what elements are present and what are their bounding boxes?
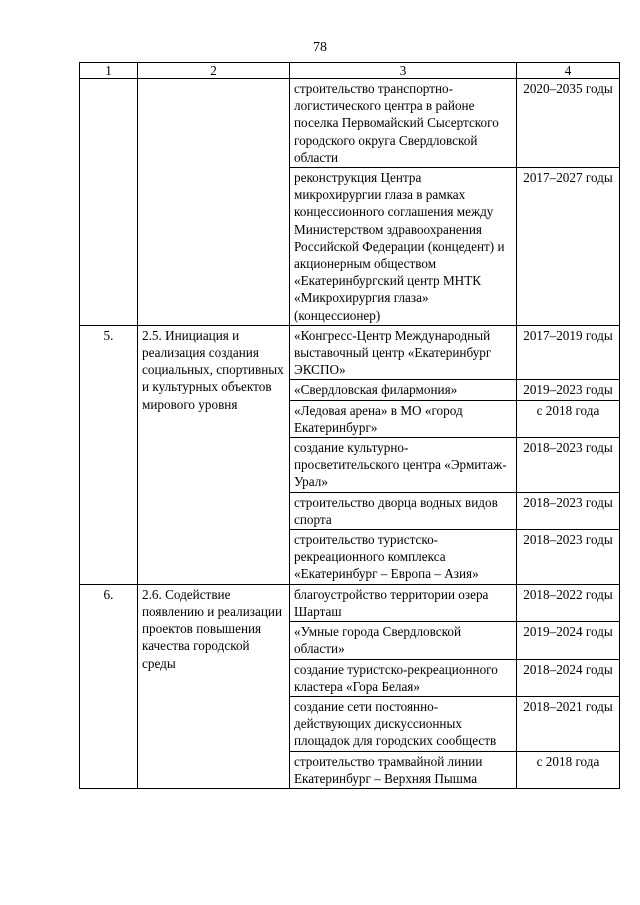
project-cell: «Ледовая арена» в МО «город Екатеринбург» (290, 400, 517, 437)
project-cell: строительство трамвайной линии Екатеринбург – Верхняя Пышма (290, 751, 517, 788)
section-cell (138, 79, 290, 326)
period-cell: 2017–2019 годы (517, 325, 620, 380)
project-cell: «Конгресс-Центр Международный выставочный центр «Екатеринбург ЭКСПО» (290, 325, 517, 380)
period-cell: 2019–2023 годы (517, 380, 620, 400)
row-number-cell: 6. (80, 584, 138, 788)
period-cell: 2017–2027 годы (517, 168, 620, 326)
page-number: 78 (313, 40, 327, 55)
period-cell: с 2018 года (517, 751, 620, 788)
project-cell: строительство туристско-рекреационного комплекса «Екатеринбург – Европа – Азия» (290, 530, 517, 585)
project-cell: строительство транспортно-логистического центра в районе поселка Первомайский Сысертского городского округа Свердловской области (290, 79, 517, 168)
period-cell: 2018–2023 годы (517, 530, 620, 585)
period-cell: 2020–2035 годы (517, 79, 620, 168)
section-cell: 2.6. Содействие появлению и реализации проектов повышения качества городской среды (138, 584, 290, 788)
table-row (80, 584, 620, 621)
period-cell: 2018–2023 годы (517, 492, 620, 529)
header-cell: 4 (517, 63, 620, 79)
period-cell: с 2018 года (517, 400, 620, 437)
project-cell: создание туристско-рекреационного кластера «Гора Белая» (290, 659, 517, 696)
row-number-cell: 5. (80, 325, 138, 584)
project-cell: строительство дворца водных видов спорта (290, 492, 517, 529)
section-cell: 2.5. Инициация и реализация создания социальных, спортивных и культурных объектов мирового уровня (138, 325, 290, 584)
row-number-cell (80, 79, 138, 326)
table-row (80, 79, 620, 168)
period-cell: 2018–2022 годы (517, 584, 620, 621)
period-cell: 2019–2024 годы (517, 622, 620, 659)
period-cell: 2018–2023 годы (517, 438, 620, 493)
header-cell: 3 (290, 63, 517, 79)
project-cell: «Свердловская филармония» (290, 380, 517, 400)
header-cell: 2 (138, 63, 290, 79)
table-header-row (80, 63, 620, 79)
period-cell: 2018–2021 годы (517, 696, 620, 751)
project-cell: создание сети постоянно-действующих дискуссионных площадок для городских сообществ (290, 696, 517, 751)
period-cell: 2018–2024 годы (517, 659, 620, 696)
project-cell: создание культурно-просветительского центра «Эрмитаж-Урал» (290, 438, 517, 493)
table-row (80, 325, 620, 380)
project-cell: «Умные города Свердловской области» (290, 622, 517, 659)
project-cell: реконструкция Центра микрохирургии глаза в рамках концессионного соглашения между Министерством здравоохранения Российской Федерации (концедент) и акционерным обществом «Екатеринбургский центр МНТК «Микрохирургия глаза» (концессионер) (290, 168, 517, 326)
projects-table (79, 62, 620, 789)
project-cell: благоустройство территории озера Шарташ (290, 584, 517, 621)
header-cell: 1 (80, 63, 138, 79)
